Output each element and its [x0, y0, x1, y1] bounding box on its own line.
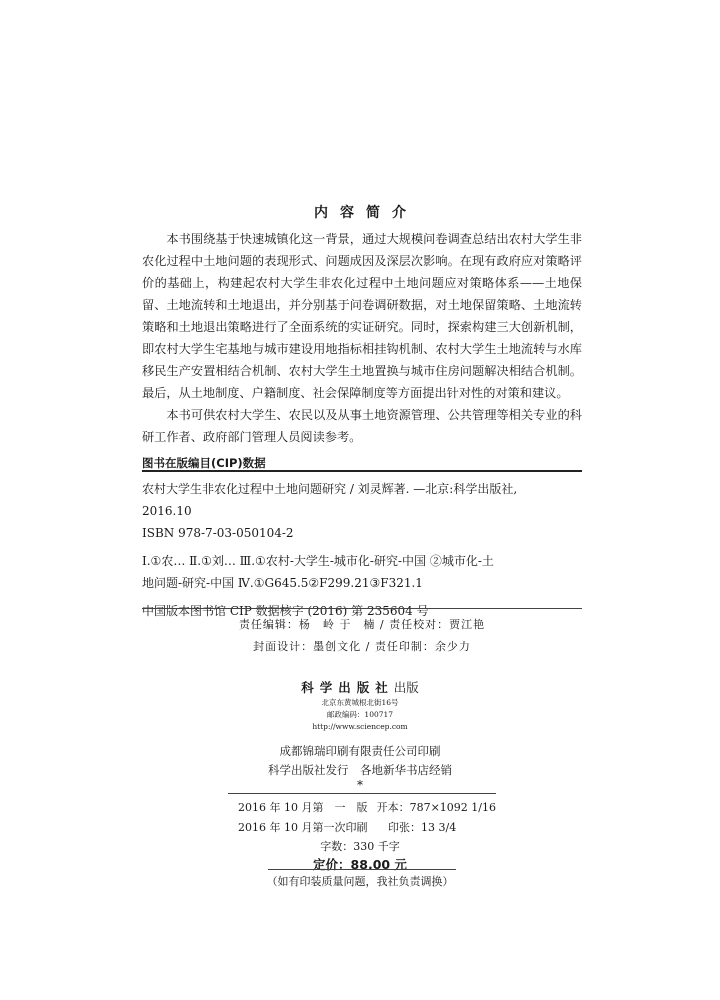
publisher-address: 北京东黄城根北街16号 — [321, 698, 399, 707]
summary-title: 内容简介 — [314, 205, 418, 221]
format-info: 开本：787×1092 1/16 — [376, 801, 496, 814]
editors-line-2: 封面设计：墨创文化 / 责任印制：余少力 — [253, 640, 471, 653]
price-rule — [268, 869, 456, 870]
cip-bottom-rule — [142, 608, 582, 609]
sheet-info: 印张：13 3/4 — [388, 821, 457, 834]
cip-classification-line-2: 地问题-研究-中国 Ⅳ.①G645.5②F299.21③F321.1 — [142, 576, 423, 590]
word-count: 字数：330 千字 — [320, 840, 400, 853]
summary-paragraph-2: 本书可供农村大学生、农民以及从事土地资源管理、公共管理等相关专业的科研工作者、政府部门管理人员阅读参考。 — [142, 408, 582, 444]
publisher-logo-text: 科学出版社 — [301, 680, 394, 695]
edition-row — [228, 818, 496, 838]
cip-isbn-line: ISBN 978-7-03-050104-2 — [142, 526, 294, 540]
summary-body — [142, 228, 582, 448]
cip-heading: 图书在版编目(CIP)数据 — [142, 456, 266, 470]
edition-table — [228, 798, 496, 838]
publisher-name-suffix: 出版 — [393, 680, 419, 695]
cip-content — [142, 478, 582, 622]
price: 定价：88.00 元 — [313, 857, 407, 872]
quality-note: （如有印装质量问题，我社负责调换） — [266, 875, 454, 888]
separator-star: * — [357, 778, 363, 792]
cip-classification-line-1: Ⅰ.①农… Ⅱ.①刘… Ⅲ.①农村-大学生-城市化-研究-中国 ②城市化-土 — [142, 554, 494, 568]
printer-line: 成都锦瑞印刷有限责任公司印刷 — [279, 744, 441, 758]
publisher-postcode: 邮政编码：100717 — [326, 710, 394, 719]
cip-number-line: 中国版本图书馆 CIP 数据核字 (2016) 第 235604 号 — [142, 604, 429, 618]
distributor-line: 科学出版社发行 各地新华书店经销 — [268, 763, 452, 777]
cip-date-line: 2016.10 — [142, 504, 192, 518]
cip-title-line: 农村大学生非农化过程中土地问题研究 / 刘灵辉著. —北京:科学出版社, — [142, 482, 518, 496]
printing-info: 2016 年 10 月第一次印刷 — [238, 821, 368, 834]
edition-top-rule — [228, 793, 496, 794]
publisher-name — [0, 678, 720, 696]
summary-paragraph-1: 本书围绕基于快速城镇化这一背景，通过大规模问卷调查总结出农村大学生非农化过程中土地问题的表现形式、问题成因及深层次影响。在现有政府应对策略评价的基础上，构建起农村大学生非农化过程中土地问题应对策略体系——土地保留、土地流转和土地退出，并分别基于问卷调研数据，对土地保留策略、土地流转策略和土地退出策略进行了全面系统的实证研究。同时，探索构建三大创新机制，即农村大学生宅基地与城市建设用地指标相挂钩机制、农村大学生土地流转与水库移民生产安置相结合机制、农村大学生土地置换与城市住房问题解决相结合机制。最后，从土地制度、户籍制度、社会保障制度等方面提出针对性的对策和建议。 — [142, 232, 582, 400]
cip-top-rule — [142, 470, 582, 472]
publisher-website: http://www.sciencep.com — [312, 722, 408, 731]
editors-block — [142, 614, 582, 658]
edition-row — [228, 798, 496, 818]
editors-line-1: 责任编辑：杨 岭 于 楠 / 责任校对：贾江艳 — [238, 618, 486, 631]
edition-info: 2016 年 10 月第 一 版 — [238, 801, 368, 814]
